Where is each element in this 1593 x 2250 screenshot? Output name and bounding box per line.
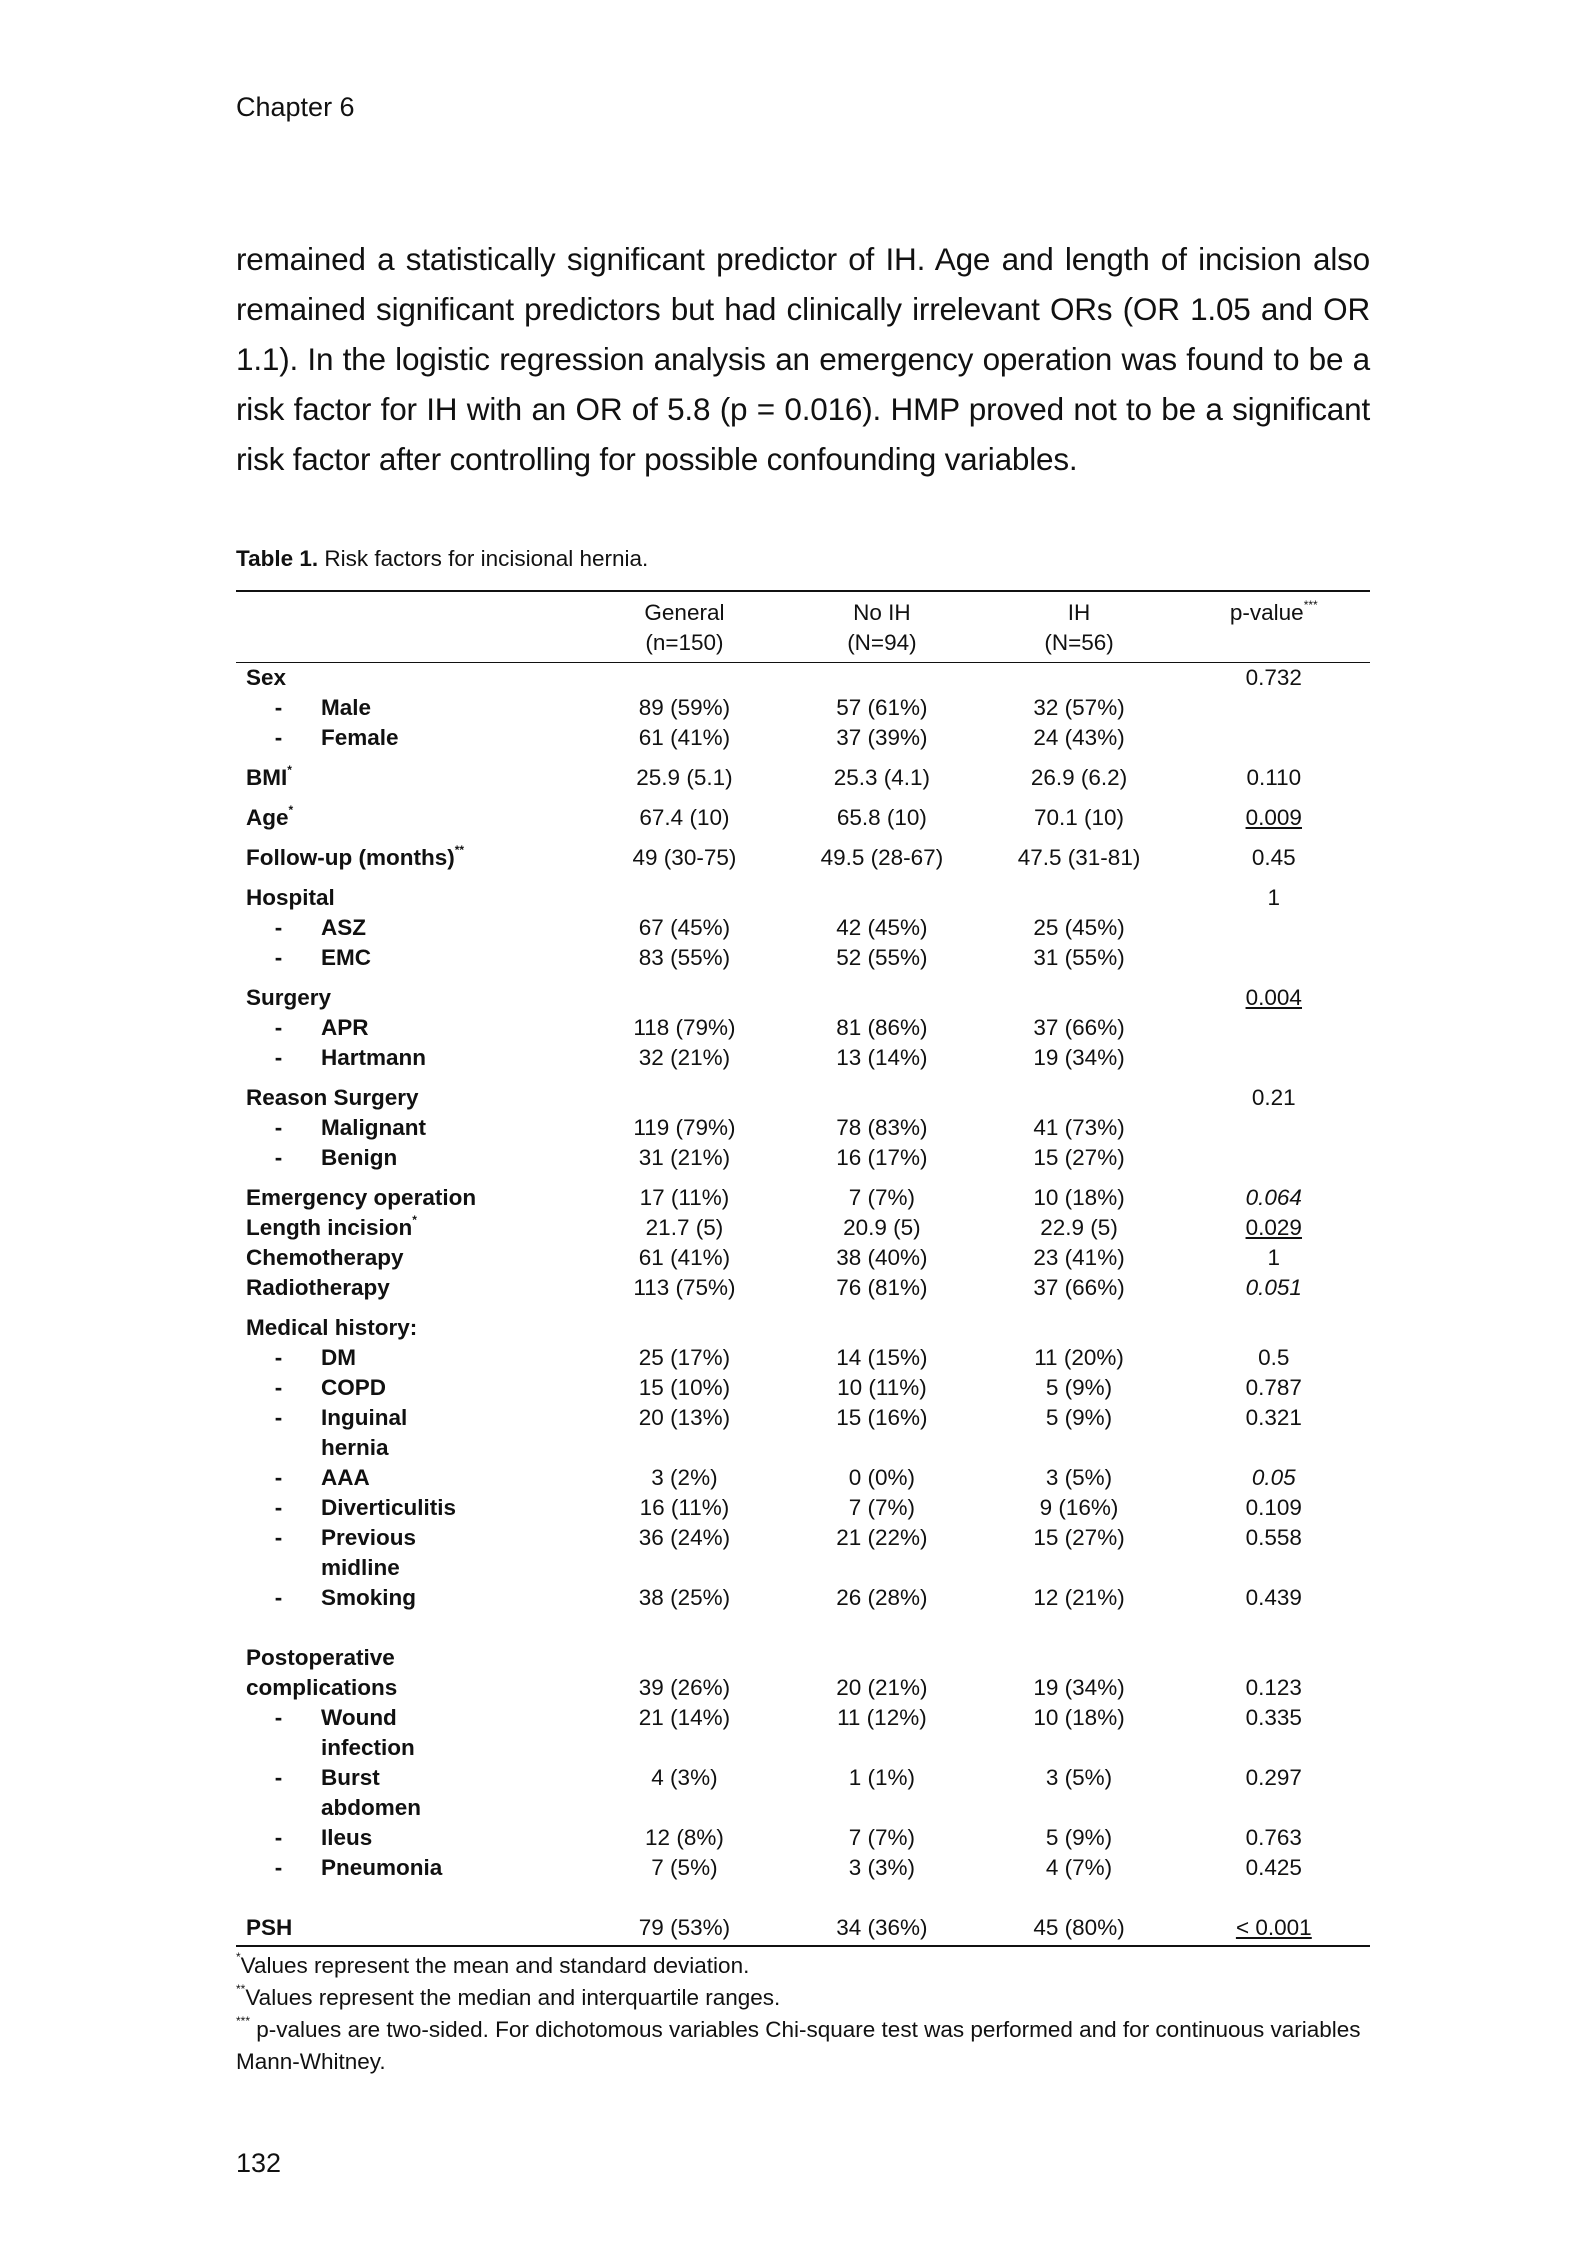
row-sublabel [236, 1493, 586, 1523]
cell-general: 118 (79%) [633, 1015, 736, 1040]
cell-no-ih: 15 (16%) [836, 1405, 928, 1430]
cell-p-value [1178, 913, 1370, 943]
cell-no-ih: 7 (7%) [848, 1495, 916, 1520]
cell-no-ih: 49.5 (28-67) [820, 845, 944, 870]
row-sublabel [236, 723, 586, 753]
row-spacer [236, 973, 1370, 983]
cell-no-ih: 20 (21%) [836, 1675, 928, 1700]
cell-no-ih: 42 (45%) [836, 915, 928, 940]
cell-ih: 10 (18%) [1033, 1705, 1125, 1730]
cell-general: 20 (13%) [638, 1405, 731, 1430]
table-row [236, 1493, 1370, 1523]
table-row [236, 1243, 1370, 1273]
sublabel-text: Previous midline [321, 1525, 417, 1580]
cell-p-value: 0.45 [1251, 845, 1296, 870]
footnote-marker: * [287, 763, 292, 777]
cell-p-value: 0.110 [1246, 765, 1302, 790]
cell-p-value: 0.787 [1245, 1375, 1302, 1400]
cell-no-ih: 52 (55%) [836, 945, 928, 970]
cell-no-ih: 13 (14%) [836, 1045, 928, 1070]
row-spacer [236, 1073, 1370, 1083]
table-row [236, 1043, 1370, 1073]
page-number: 132 [236, 2148, 282, 2178]
cell-general: 16 (11%) [639, 1495, 730, 1520]
cell-p-value: 0.5 [1258, 1345, 1290, 1370]
row-spacer [236, 1173, 1370, 1183]
table-row [236, 1183, 1370, 1213]
table-row [236, 1403, 1370, 1463]
row-sublabel [236, 1583, 586, 1613]
cell-ih [980, 1083, 1177, 1113]
cell-p-value [1178, 943, 1370, 973]
cell-ih: 5 (9%) [1045, 1375, 1113, 1400]
cell-ih: 5 (9%) [1045, 1825, 1113, 1850]
table-row [236, 1083, 1370, 1113]
header-general: General (n=150) [644, 600, 725, 655]
cell-no-ih: 57 (61%) [836, 695, 928, 720]
cell-p-value: 0.321 [1245, 1405, 1302, 1430]
table-body [236, 663, 1370, 1947]
table-row [236, 1273, 1370, 1303]
row-spacer [236, 793, 1370, 803]
row-label: Chemotherapy [246, 1245, 404, 1270]
cell-p-value: 0.439 [1245, 1585, 1302, 1610]
cell-no-ih [783, 883, 980, 913]
table-row [236, 1763, 1370, 1823]
cell-ih [980, 1643, 1177, 1673]
cell-p-value: 0.123 [1245, 1675, 1302, 1700]
cell-no-ih: 34 (36%) [783, 1913, 980, 1946]
dash-bullet: - [274, 1825, 283, 1850]
cell-general: 12 (8%) [645, 1825, 724, 1850]
cell-ih: 3 (5%) [1045, 1765, 1113, 1790]
cell-p-value: 0.004 [1245, 985, 1302, 1010]
cell-ih [980, 663, 1177, 694]
cell-general: 61 (41%) [638, 1245, 731, 1270]
cell-no-ih: 3 (3%) [848, 1855, 916, 1880]
cell-ih: 9 (16%) [1039, 1495, 1119, 1520]
cell-p-value: < 0.001 [1178, 1913, 1370, 1946]
sublabel-text: Benign [321, 1145, 398, 1170]
table-row [236, 693, 1370, 723]
dash-bullet: - [274, 915, 283, 940]
footnote: *Values represent the mean and standard deviation. [236, 1950, 750, 1978]
cell-general [586, 1313, 784, 1343]
cell-general: 36 (24%) [638, 1525, 731, 1550]
cell-ih: 41 (73%) [1033, 1115, 1125, 1140]
dash-bullet: - [274, 1705, 283, 1730]
cell-no-ih: 11 (12%) [837, 1705, 927, 1730]
cell-p-value: 0.05 [1251, 1465, 1296, 1490]
body-paragraph: remained a statistically significant predictor of IH. Age and length of incision also remained significant predictors but had clinically irrelevant ORs (OR 1.05 and OR 1.1). In the logistic regression analysis an emergency operation was found to be a risk factor for IH with an OR of 5.8 (p = 0.016). HMP proved not to be a significant risk factor after controlling for possible confounding variables. [236, 241, 1370, 477]
cell-general: 7 (5%) [651, 1855, 718, 1880]
table-row [236, 663, 1370, 694]
cell-general: 25.9 (5.1) [636, 765, 733, 790]
dash-bullet: - [274, 1115, 283, 1140]
footnotes [236, 1950, 1370, 2078]
dash-bullet: - [274, 1145, 283, 1170]
cell-ih: 19 (34%) [1033, 1675, 1125, 1700]
cell-general: 15 (10%) [638, 1375, 731, 1400]
table-row [236, 1643, 1370, 1673]
cell-p-value: 0.763 [1245, 1825, 1302, 1850]
row-label: complications [246, 1675, 398, 1700]
cell-general: 4 (3%) [651, 1765, 718, 1790]
sublabel-text: APR [321, 1015, 369, 1040]
table-row [236, 1343, 1370, 1373]
table-row [236, 1373, 1370, 1403]
cell-no-ih: 21 (22%) [836, 1525, 928, 1550]
cell-general [586, 883, 784, 913]
sublabel-text: Diverticulitis [321, 1495, 457, 1520]
row-sublabel [236, 943, 586, 973]
cell-ih: 15 (27%) [1033, 1525, 1125, 1550]
footnote-marker: ** [454, 843, 465, 857]
table-row [236, 1013, 1370, 1043]
cell-no-ih: 20.9 (5) [843, 1215, 921, 1240]
dash-bullet: - [274, 1405, 283, 1430]
table-caption [236, 546, 648, 572]
cell-no-ih: 10 (11%) [837, 1375, 927, 1400]
cell-ih: 25 (45%) [1033, 915, 1125, 940]
footnote-marker: * [412, 1213, 417, 1227]
dash-bullet: - [274, 1855, 283, 1880]
footnote: *** p-values are two-sided. For dichotomous variables Chi-square test was performed and for continuous variables Mann-Whitney. [236, 2014, 1361, 2074]
table-row [236, 1823, 1370, 1853]
table-row [236, 1113, 1370, 1143]
cell-ih [980, 883, 1177, 913]
row-spacer [236, 873, 1370, 883]
cell-general: 31 (21%) [638, 1145, 731, 1170]
row-label: Follow-up (months)** [246, 843, 465, 870]
cell-ih: 70.1 (10) [1034, 805, 1125, 830]
sublabel-text: Malignant [321, 1115, 426, 1140]
dash-bullet: - [274, 1525, 283, 1550]
table-row [236, 883, 1370, 913]
dash-bullet: - [274, 1345, 283, 1370]
cell-ih: 3 (5%) [1045, 1465, 1113, 1490]
cell-no-ih: 38 (40%) [836, 1245, 928, 1270]
row-sublabel [236, 1763, 586, 1823]
table-row [236, 1313, 1370, 1343]
cell-ih: 5 (9%) [1045, 1405, 1113, 1430]
table-caption-label: Table 1. [236, 546, 319, 571]
sublabel-text: Wound infection [321, 1705, 415, 1760]
sublabel-text: Burst abdomen [321, 1765, 422, 1820]
sublabel-text: EMC [321, 945, 371, 970]
cell-general: 25 (17%) [638, 1345, 731, 1370]
table-row [236, 1143, 1370, 1173]
cell-ih: 4 (7%) [1045, 1855, 1113, 1880]
cell-no-ih [783, 1313, 980, 1343]
cell-p-value [1178, 723, 1370, 753]
table-caption-text: Risk factors for incisional hernia. [318, 546, 649, 571]
dash-bullet: - [274, 695, 283, 720]
table-row [236, 1703, 1370, 1763]
table-row [236, 1213, 1370, 1243]
chapter-header: Chapter 6 [236, 92, 355, 122]
cell-p-value: 0.558 [1245, 1525, 1302, 1550]
sublabel-text: ASZ [321, 915, 366, 940]
row-sublabel [236, 1013, 586, 1043]
row-sublabel [236, 1343, 586, 1373]
cell-ih: 32 (57%) [1033, 695, 1125, 720]
cell-p-value: 0.297 [1245, 1765, 1302, 1790]
cell-general: 83 (55%) [638, 945, 731, 970]
cell-ih: 47.5 (31-81) [1017, 845, 1141, 870]
cell-no-ih [783, 663, 980, 694]
dash-bullet: - [274, 1585, 283, 1610]
cell-no-ih: 14 (15%) [836, 1345, 928, 1370]
cell-no-ih: 81 (86%) [836, 1015, 928, 1040]
table-row [236, 1913, 1370, 1946]
header-no-ih: No IH (N=94) [847, 600, 917, 655]
row-label: Emergency operation [246, 1185, 477, 1210]
cell-no-ih: 65.8 (10) [836, 805, 927, 830]
cell-no-ih: 76 (81%) [836, 1275, 928, 1300]
cell-general [586, 983, 784, 1013]
table-row [236, 943, 1370, 973]
table-row [236, 1583, 1370, 1613]
cell-general: 21.7 (5) [645, 1215, 724, 1240]
header-ih: IH (N=56) [1044, 600, 1114, 655]
cell-p-value: 0.21 [1251, 1085, 1296, 1110]
sublabel-text: COPD [321, 1375, 387, 1400]
cell-general [586, 1643, 784, 1673]
cell-general: 49 (30-75) [632, 845, 737, 870]
cell-ih: 15 (27%) [1033, 1145, 1125, 1170]
row-spacer [236, 753, 1370, 763]
row-sublabel [236, 1373, 586, 1403]
cell-p-value: 0.029 [1245, 1215, 1302, 1240]
table-row [236, 913, 1370, 943]
dash-bullet: - [274, 1495, 283, 1520]
row-label: Medical history: [246, 1315, 418, 1340]
row-sublabel [236, 1143, 586, 1173]
cell-no-ih [783, 1083, 980, 1113]
cell-general: 21 (14%) [638, 1705, 731, 1730]
cell-general: 113 (75%) [633, 1275, 736, 1300]
cell-no-ih: 78 (83%) [836, 1115, 928, 1140]
cell-p-value: 0.335 [1245, 1705, 1302, 1730]
row-spacer [236, 1303, 1370, 1313]
cell-p-value: 1 [1267, 885, 1281, 910]
cell-ih [980, 983, 1177, 1013]
dash-bullet: - [274, 1465, 283, 1490]
cell-no-ih [783, 1643, 980, 1673]
table-header-row [236, 591, 1370, 663]
cell-general: 67.4 (10) [639, 805, 730, 830]
risk-factors-table [236, 590, 1370, 1947]
dash-bullet: - [274, 945, 283, 970]
cell-ih: 23 (41%) [1033, 1245, 1125, 1270]
cell-ih: 24 (43%) [1033, 725, 1125, 750]
row-sublabel [236, 1113, 586, 1143]
row-sublabel [236, 1523, 586, 1583]
sublabel-text: DM [321, 1345, 356, 1370]
row-label: Age* [246, 803, 294, 830]
cell-general: 119 (79%) [633, 1115, 736, 1140]
cell-p-value: 0.009 [1245, 805, 1302, 830]
row-label: Surgery [246, 985, 332, 1010]
cell-p-value: 0.064 [1245, 1185, 1302, 1210]
cell-general: 17 (11%) [639, 1185, 730, 1210]
row-sublabel [236, 693, 586, 723]
cell-p-value: 0.425 [1245, 1855, 1302, 1880]
table-row [236, 843, 1370, 873]
cell-p-value [1178, 1013, 1370, 1043]
dash-bullet: - [274, 725, 283, 750]
cell-general: 32 (21%) [638, 1045, 731, 1070]
row-label: Postoperative [246, 1645, 395, 1670]
cell-p-value: 0.051 [1245, 1275, 1302, 1300]
sublabel-text: Inguinal hernia [321, 1405, 408, 1460]
cell-p-value [1178, 1043, 1370, 1073]
table-row [236, 1853, 1370, 1883]
cell-ih: 45 (80%) [980, 1913, 1177, 1946]
sublabel-text: Hartmann [321, 1045, 427, 1070]
cell-no-ih: 37 (39%) [836, 725, 928, 750]
row-label: Reason Surgery [246, 1085, 419, 1110]
row-sublabel [236, 1463, 586, 1493]
table-row [236, 1673, 1370, 1703]
cell-no-ih: 7 (7%) [848, 1185, 916, 1210]
cell-ih: 11 (20%) [1034, 1345, 1124, 1370]
cell-ih: 31 (55%) [1033, 945, 1125, 970]
cell-p-value [1178, 1313, 1370, 1343]
row-spacer [236, 1613, 1370, 1643]
row-label: PSH [236, 1913, 586, 1946]
cell-general: 61 (41%) [638, 725, 731, 750]
cell-ih: 37 (66%) [1033, 1275, 1125, 1300]
cell-ih: 12 (21%) [1033, 1585, 1125, 1610]
cell-ih: 26.9 (6.2) [1030, 765, 1128, 790]
cell-general: 89 (59%) [638, 695, 731, 720]
row-label: BMI* [246, 763, 292, 790]
sublabel-text: Female [321, 725, 399, 750]
cell-p-value [1178, 1643, 1370, 1673]
cell-general [586, 663, 784, 694]
table-row [236, 763, 1370, 793]
table-row [236, 983, 1370, 1013]
sublabel-text: Smoking [321, 1585, 417, 1610]
row-label: Sex [246, 665, 287, 690]
cell-ih: 37 (66%) [1033, 1015, 1125, 1040]
cell-ih [980, 1313, 1177, 1343]
cell-no-ih: 26 (28%) [836, 1585, 928, 1610]
cell-no-ih: 25.3 (4.1) [833, 765, 931, 790]
row-sublabel [236, 913, 586, 943]
row-label: Radiotherapy [246, 1275, 390, 1300]
cell-ih: 10 (18%) [1033, 1185, 1125, 1210]
row-sublabel [236, 1823, 586, 1853]
footnote: **Values represent the median and interquartile ranges. [236, 1982, 781, 2010]
cell-general: 38 (25%) [638, 1585, 731, 1610]
row-sublabel [236, 1403, 586, 1463]
dash-bullet: - [274, 1045, 283, 1070]
sublabel-text: Pneumonia [321, 1855, 443, 1880]
row-sublabel [236, 1703, 586, 1763]
table-row [236, 1463, 1370, 1493]
row-label: Length incision* [246, 1213, 417, 1240]
cell-no-ih: 0 (0%) [848, 1465, 916, 1490]
row-sublabel [236, 1043, 586, 1073]
cell-p-value: 1 [1267, 1245, 1281, 1270]
cell-general: 3 (2%) [651, 1465, 718, 1490]
cell-general: 39 (26%) [638, 1675, 731, 1700]
cell-p-value [1178, 693, 1370, 723]
dash-bullet: - [274, 1015, 283, 1040]
cell-p-value [1178, 1113, 1370, 1143]
cell-general: 67 (45%) [638, 915, 731, 940]
sublabel-text: AAA [321, 1465, 370, 1490]
row-sublabel [236, 1853, 586, 1883]
footnote-marker: * [288, 803, 294, 817]
row-spacer [236, 1883, 1370, 1913]
sublabel-text: Male [321, 695, 372, 720]
cell-p-value: 0.109 [1245, 1495, 1302, 1520]
cell-general [586, 1083, 784, 1113]
header-p-value: p-value*** [1229, 598, 1318, 625]
sublabel-text: Ileus [321, 1825, 373, 1850]
table-row [236, 1523, 1370, 1583]
cell-no-ih: 7 (7%) [848, 1825, 916, 1850]
table-row [236, 723, 1370, 753]
header-empty [236, 591, 586, 663]
cell-general: 79 (53%) [586, 1913, 784, 1946]
row-label: Hospital [246, 885, 335, 910]
cell-p-value: 0.732 [1245, 665, 1302, 690]
cell-no-ih: 1 (1%) [848, 1765, 916, 1790]
cell-ih: 19 (34%) [1033, 1045, 1125, 1070]
dash-bullet: - [274, 1375, 283, 1400]
cell-p-value [1178, 1143, 1370, 1173]
dash-bullet: - [274, 1765, 283, 1790]
table-row [236, 803, 1370, 833]
cell-no-ih [783, 983, 980, 1013]
row-spacer [236, 833, 1370, 843]
cell-ih: 22.9 (5) [1040, 1215, 1118, 1240]
cell-no-ih: 16 (17%) [836, 1145, 928, 1170]
